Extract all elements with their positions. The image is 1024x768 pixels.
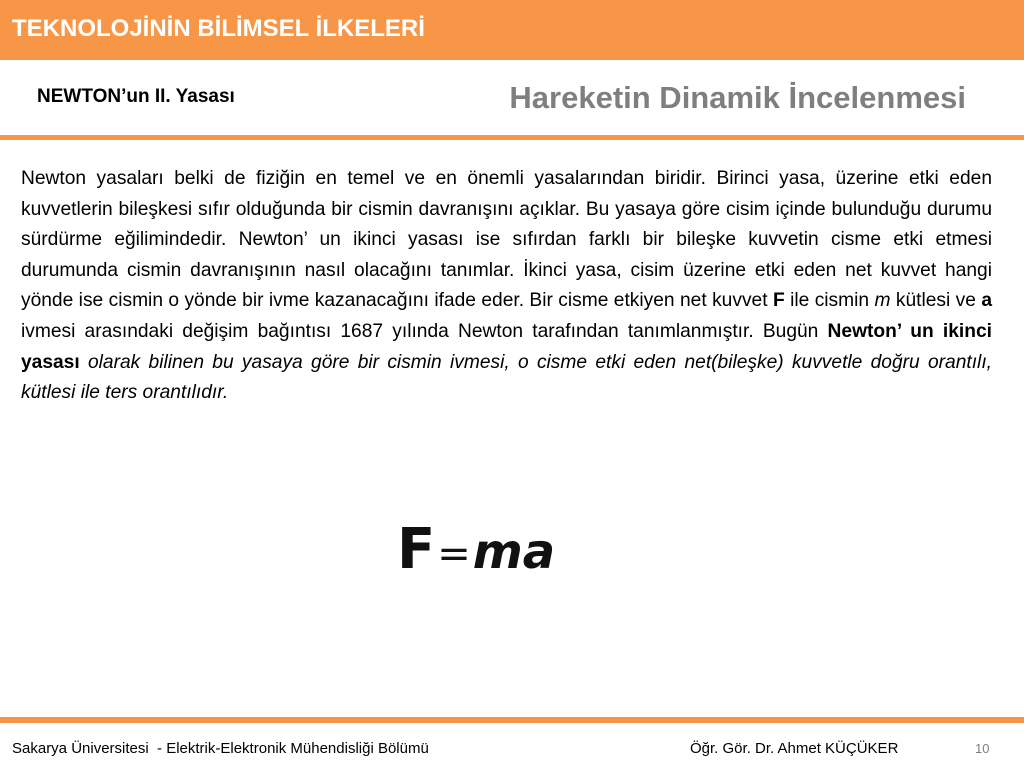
page-number: 10 bbox=[975, 741, 990, 756]
body-bold-F: F bbox=[772, 290, 785, 312]
footer-institution: Sakarya Üniversitesi - Elektrik-Elektronik Mühendisliği Bölümü bbox=[12, 740, 429, 757]
body-bold-a: a bbox=[981, 290, 992, 312]
body-text-4: ivmesi arasındaki değişim bağıntısı 1687 yılında Newton tarafından tanımlanmıştır. Bugün bbox=[21, 320, 828, 342]
bottom-divider bbox=[0, 717, 1024, 723]
header-bar bbox=[0, 0, 1024, 60]
formula-f-equals-ma bbox=[397, 516, 556, 582]
body-text-1: Newton yasaları belki de fiziğin en temel ve en önemli yasalarından biridir. Birinci yasa, üzerine etki eden kuvvetlerin bileşkesi sıfır olduğunda bir cismin davranışını açıklar. Bu yasaya göre cisim içinde bulunduğu durumu sürdürme eğilimindedir. Newton’ un ikinci yasası ise sıfırdan farklı bir bileşke kuvvetin cisme etki etmesi durumunda cismin davranışının nasıl olacağını tanımlar. İkinci yasa, cisim üzerine etki eden net kuvvet hangi yönde ise cismin o yönde bir ivme kazanacağını ifade eder. Bir cisme etkiyen net kuvvet bbox=[21, 168, 992, 312]
formula-F: F bbox=[397, 517, 436, 582]
body-italic-m: m bbox=[874, 290, 891, 312]
top-divider bbox=[0, 135, 1024, 140]
formula-equals: = bbox=[437, 531, 471, 577]
body-text-5-italic: olarak bilinen bu yasaya göre bir cismin ivmesi, o cisme etki eden net(bileşke) kuvvetle doğru orantılı, kütlesi ile ters orantılıdır. bbox=[21, 351, 992, 404]
footer-author: Öğr. Gör. Dr. Ahmet KÜÇÜKER bbox=[690, 740, 899, 757]
slide-title: Hareketin Dinamik İncelenmesi bbox=[509, 80, 966, 115]
body-bold-law: Newton’ un ikinci yasası bbox=[21, 320, 992, 373]
body-text-2: ile cismin bbox=[784, 290, 875, 312]
header-title: TEKNOLOJİNİN BİLİMSEL İLKELERİ bbox=[12, 15, 425, 42]
formula-ma: ma bbox=[472, 524, 556, 580]
body-paragraph bbox=[21, 164, 992, 409]
slide-subtitle: NEWTON’un II. Yasası bbox=[37, 86, 235, 107]
body-text-3: kütlesi ve bbox=[890, 290, 982, 312]
